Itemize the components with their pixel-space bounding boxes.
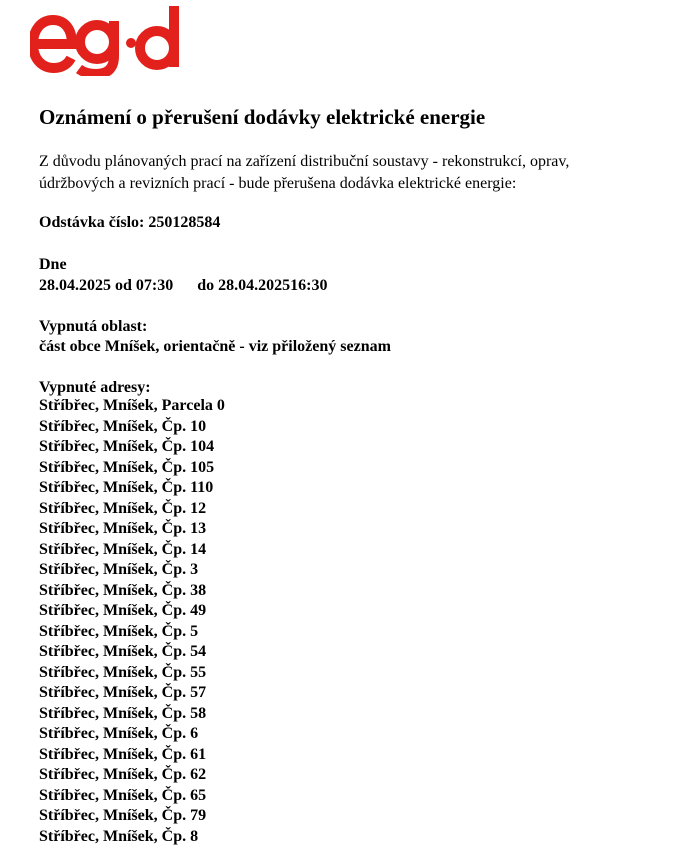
notice-intro	[39, 151, 639, 195]
address-item: Stříbřec, Mníšek, Čp. 3	[39, 561, 199, 578]
address-item: Stříbřec, Mníšek, Parcela 0	[39, 397, 225, 414]
address-item: Stříbřec, Mníšek, Čp. 62	[39, 766, 207, 783]
address-item: Stříbřec, Mníšek, Čp. 61	[39, 745, 207, 763]
date-label: Dne	[39, 256, 67, 273]
address-item: Stříbřec, Mníšek, Čp. 110	[39, 479, 214, 496]
address-item: Stříbřec, Mníšek, Čp. 79	[39, 807, 207, 824]
addresses-label: Vypnuté adresy:	[39, 379, 151, 396]
egd-logo	[30, 4, 184, 76]
address-list	[39, 396, 225, 847]
address-item: Stříbřec, Mníšek, Čp. 58	[39, 704, 207, 722]
address-item: Stříbřec, Mníšek, Čp. 6	[39, 725, 199, 742]
address-item: Stříbřec, Mníšek, Čp. 8	[39, 827, 199, 845]
address-item: Stříbřec, Mníšek, Čp. 10	[39, 417, 207, 435]
area-label: Vypnutá oblast:	[39, 318, 148, 335]
address-item: Stříbřec, Mníšek, Čp. 57	[39, 684, 207, 701]
intro-line-1: Z důvodu plánovaných prací na zařízení distribuční soustavy - rekonstrukcí, oprav,	[39, 153, 570, 170]
address-item: Stříbřec, Mníšek, Čp. 14	[39, 540, 207, 558]
address-item: Stříbřec, Mníšek, Čp. 12	[39, 499, 207, 517]
address-item: Stříbřec, Mníšek, Čp. 5	[39, 622, 199, 640]
address-item: Stříbřec, Mníšek, Čp. 65	[39, 786, 207, 804]
address-item: Stříbřec, Mníšek, Čp. 55	[39, 663, 207, 681]
address-item: Stříbřec, Mníšek, Čp. 105	[39, 458, 215, 476]
address-item: Stříbřec, Mníšek, Čp. 54	[39, 643, 207, 660]
address-item: Stříbřec, Mníšek, Čp. 49	[39, 602, 207, 619]
area-value: část obce Mníšek, orientačně - viz přiložený seznam	[39, 338, 391, 355]
notice-title: Oznámení o přerušení dodávky elektrické energie	[39, 105, 486, 129]
outage-number: Odstávka číslo: 250128584	[39, 214, 221, 231]
address-item: Stříbřec, Mníšek, Čp. 13	[39, 520, 207, 537]
address-item: Stříbřec, Mníšek, Čp. 38	[39, 581, 207, 599]
date-to: do 28.04.202516:30	[197, 277, 328, 294]
intro-line-2: údržbových a revizních prací - bude přerušena dodávka elektrické energie:	[39, 175, 517, 192]
date-range	[39, 276, 327, 296]
address-item: Stříbřec, Mníšek, Čp. 104	[39, 438, 215, 455]
date-from: 28.04.2025 od 07:30	[39, 277, 174, 294]
